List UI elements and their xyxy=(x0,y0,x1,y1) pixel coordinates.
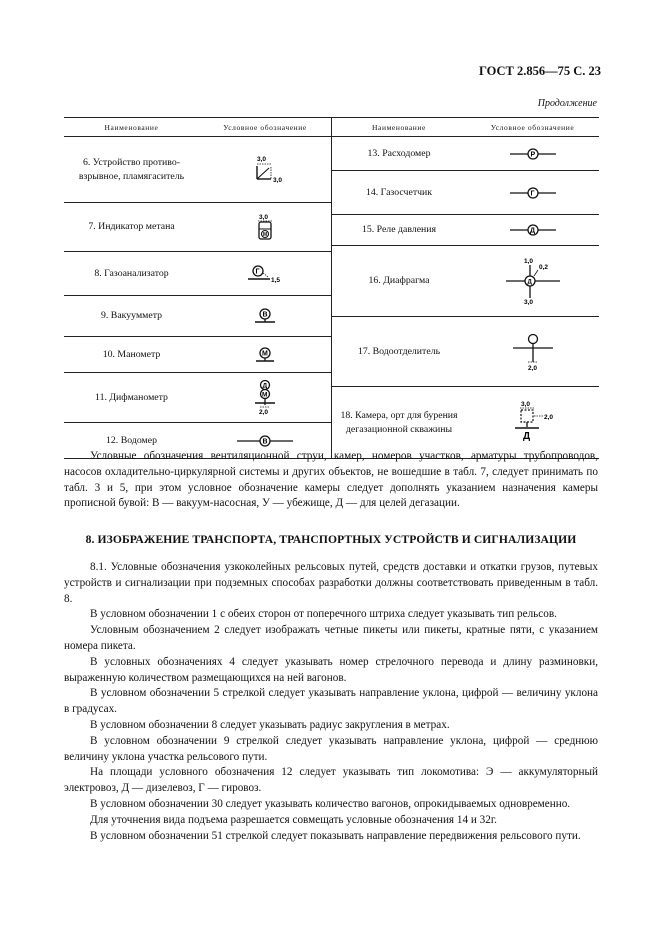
body-paragraph: На площади условного обозначения 12 следует указывать тип локомотива: Э — аккумуляторный электровоз, Д — дизелевоз, Г — гировоз. xyxy=(64,766,598,795)
water-separator-icon xyxy=(508,332,558,372)
section-title: 8. ИЗОБРАЖЕНИЕ ТРАНСПОРТА, ТРАНСПОРТНЫХ УСТРОЙСТВ И СИГНАЛИЗАЦИИ xyxy=(85,533,577,546)
dimension-label: 2,0 xyxy=(527,364,537,372)
row-symbol-17 xyxy=(466,317,599,387)
column-header-symbol-left: Условное обозначение xyxy=(199,118,332,137)
column-header-name-right: Наименование xyxy=(332,118,467,137)
dimension-label: 1,5 xyxy=(271,276,281,284)
row-name-11: 11. Дифманометр xyxy=(64,373,199,423)
svg-text:Г: Г xyxy=(530,190,534,197)
row-name-18: 18. Камера, орт для бурения дегазационной скважины xyxy=(332,387,467,459)
symbols-table xyxy=(64,117,599,459)
water-meter-icon xyxy=(235,434,295,448)
body-paragraph: В условном обозначении 9 стрелкой следует указывать направление уклона, цифрой — среднюю величину уклона участка рельсового пути. xyxy=(64,734,598,763)
row-name-12: 12. Водомер xyxy=(64,423,199,459)
chamber-letter: Д xyxy=(522,430,530,442)
row-symbol-8 xyxy=(199,252,332,296)
body-paragraph: Для уточнения вида подъема разрешается совмещать условные обозначения 14 и 32г. xyxy=(90,813,497,826)
methane-indicator-icon xyxy=(250,212,280,242)
row-symbol-7 xyxy=(199,203,332,252)
svg-text:Д: Д xyxy=(529,227,535,235)
row-symbol-11 xyxy=(199,373,332,423)
dimension-label: 2,0 xyxy=(543,413,553,421)
pressure-relay-icon xyxy=(508,223,558,237)
row-name-10: 10. Манометр xyxy=(64,337,199,373)
row-symbol-18 xyxy=(466,387,599,459)
svg-text:Г: Г xyxy=(255,268,260,275)
differential-manometer-icon xyxy=(250,379,280,417)
row-symbol-10 xyxy=(199,337,332,373)
svg-text:М: М xyxy=(263,232,268,238)
dimension-label: 3,0 xyxy=(523,299,533,306)
drilling-chamber-icon xyxy=(503,399,563,447)
flow-meter-icon xyxy=(508,147,558,161)
dimension-label: 3,0 xyxy=(520,400,530,408)
row-name-13: 13. Расходомер xyxy=(332,137,467,171)
body-paragraph: В условном обозначении 30 следует указывать количество вагонов, опрокидываемых одновременно. xyxy=(90,797,571,810)
svg-text:Д: Д xyxy=(527,279,532,286)
row-name-9: 9. Вакуумметр xyxy=(64,296,199,337)
body-paragraph: В условном обозначении 8 следует указывать радиус закругления в метрах. xyxy=(90,718,450,731)
gas-analyzer-icon xyxy=(240,261,290,287)
page-header: ГОСТ 2.856—75 С. 23 xyxy=(478,64,601,78)
note-text: Условные обозначения вентиляционной струи, камер, номеров участков, арматуры трубопроводов, насосов охладительно-циркулярной системы и других объектов, не вошедшие в табл. 7, следует принимать по табл. 3 и 5, при этом условное обозначение камеры следует дополнять указанием назначения камеры прописной бувой: В — вакуум-насосная, У — убежище, Д — для целей дегазации. xyxy=(64,450,598,510)
dimension-label: 2,0 xyxy=(259,408,269,416)
table-header-row xyxy=(64,118,599,137)
row-name-8: 8. Газоанализатор xyxy=(64,252,199,296)
row-name-16: 16. Диафрагма xyxy=(332,246,467,317)
dimension-label: 3,0 xyxy=(273,176,283,184)
note-paragraph xyxy=(64,449,598,512)
section-body xyxy=(64,560,598,844)
row-name-15: 15. Реле давления xyxy=(332,215,467,246)
row-symbol-15 xyxy=(466,215,599,246)
row-name-17: 17. Водоотделитель xyxy=(332,317,467,387)
body-paragraph: Условным обозначением 2 следует изображать четные пикеты или пикеты, кратные пяти, с указанием номера пикета. xyxy=(64,624,598,652)
row-symbol-13 xyxy=(466,137,599,171)
svg-text:В: В xyxy=(262,438,268,445)
body-paragraph: В условных обозначениях 4 следует указывать номер стрелочного перевода и длину разминовки, выраженную количеством размещающихся на ней вагонов. xyxy=(64,655,598,684)
row-symbol-16 xyxy=(466,246,599,317)
row-symbol-14 xyxy=(466,171,599,215)
svg-text:М: М xyxy=(262,350,268,357)
row-symbol-9 xyxy=(199,296,332,337)
table-row xyxy=(64,137,599,171)
dimension-label: 0,2 xyxy=(538,264,548,271)
body-paragraph: 8.1. Условные обозначения узкоколейных рельсовых путей, средств доставки и откатки грузов, путевых устройств и сигнализации при подземных способах разработки должны соответствовать приведенным в табл. 8. xyxy=(64,561,598,605)
dimension-label: 3,0 xyxy=(259,214,269,221)
continuation-label: Продолжение xyxy=(537,98,597,109)
gas-counter-icon xyxy=(508,186,558,200)
svg-text:Р: Р xyxy=(530,151,535,158)
vacuum-gauge-icon xyxy=(250,306,280,326)
row-name-14: 14. Газосчетчик xyxy=(332,171,467,215)
manometer-icon xyxy=(250,345,280,365)
row-name-7: 7. Индикатор метана xyxy=(64,203,199,252)
dimension-label: 3,0 xyxy=(257,155,267,163)
diaphragm-icon xyxy=(503,256,563,306)
body-paragraph: В условном обозначении 5 стрелкой следует указывать направление уклона, цифрой — величину уклона в градусах. xyxy=(64,687,598,716)
body-paragraph: В условном обозначении 1 с обеих сторон от поперечного штриха следует указывать тип рельсов. xyxy=(90,608,557,621)
column-header-symbol-right: Условное обозначение xyxy=(466,118,599,137)
svg-text:Д: Д xyxy=(262,382,268,389)
column-header-name-left: Наименование xyxy=(64,118,199,137)
explosion-protection-device-icon xyxy=(235,153,295,187)
dimension-label: 1,0 xyxy=(523,258,533,265)
svg-text:В: В xyxy=(262,311,268,319)
row-name-6: 6. Устройство противо-взрывное, пламягаситель xyxy=(64,137,199,203)
svg-text:М: М xyxy=(262,391,268,398)
row-symbol-6 xyxy=(199,137,332,203)
body-paragraph: В условном обозначении 51 стрелкой следует показывать направление передвижения рельсового пути. xyxy=(90,829,581,842)
